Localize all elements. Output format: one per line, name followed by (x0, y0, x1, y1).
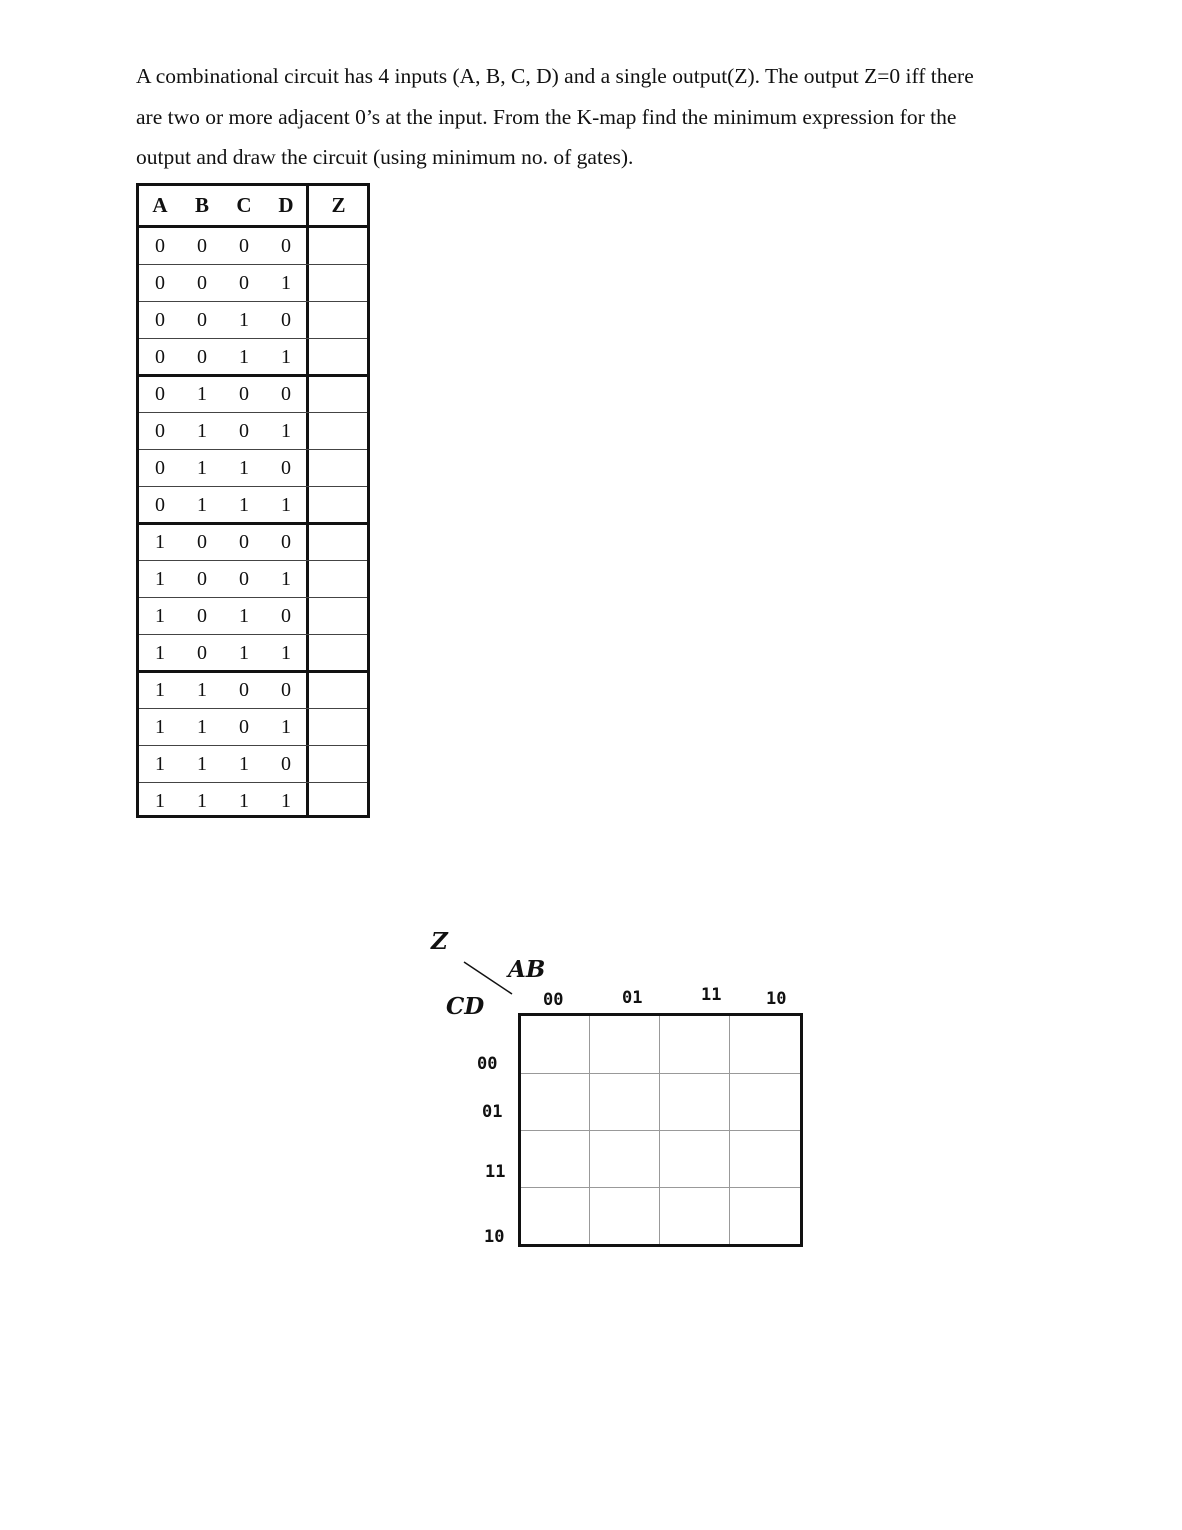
cell-c: 0 (239, 420, 249, 442)
cell-a: 1 (155, 568, 165, 590)
cell-b: 1 (197, 790, 207, 812)
cell-c: 1 (239, 642, 249, 664)
cell-d: 0 (281, 753, 291, 775)
cell-z[interactable] (310, 598, 367, 635)
cell-d: 1 (281, 642, 291, 664)
cell-d: 0 (281, 605, 291, 627)
header-z: Z (331, 193, 346, 217)
table-row (139, 376, 367, 413)
kmap-row-variables: CD (446, 993, 485, 1020)
table-row (139, 709, 367, 746)
cell-b: 1 (197, 383, 207, 405)
kmap-row-code-01: 01 (482, 1102, 503, 1122)
table-row (139, 450, 367, 487)
problem-statement (136, 56, 1056, 178)
cell-c: 1 (239, 346, 249, 368)
cell-a: 0 (155, 420, 165, 442)
cell-d: 1 (281, 272, 291, 294)
cell-b: 1 (197, 420, 207, 442)
cell-b: 1 (197, 753, 207, 775)
kmap-cell[interactable] (659, 1016, 729, 1073)
cell-z[interactable] (310, 413, 367, 450)
kmap-cell[interactable] (659, 1073, 729, 1130)
kmap-output-label: Z (431, 928, 448, 955)
cell-b: 1 (197, 494, 207, 516)
cell-c: 0 (239, 531, 249, 553)
kmap-cell[interactable] (729, 1073, 800, 1130)
cell-d: 1 (281, 420, 291, 442)
cell-a: 0 (155, 235, 165, 257)
kmap-cell[interactable] (589, 1016, 659, 1073)
header-a: A (152, 193, 168, 217)
cell-a: 0 (155, 309, 165, 331)
kmap-grid (518, 1013, 803, 1247)
kmap-cell[interactable] (521, 1073, 589, 1130)
cell-c: 1 (239, 605, 249, 627)
cell-c: 1 (239, 457, 249, 479)
kmap-cell[interactable] (729, 1187, 800, 1244)
cell-b: 1 (197, 716, 207, 738)
cell-d: 1 (281, 346, 291, 368)
truth-table (136, 183, 370, 818)
kmap-row-code-11: 11 (485, 1162, 506, 1182)
table-row (139, 672, 367, 709)
cell-c: 0 (239, 272, 249, 294)
cell-c: 0 (239, 235, 249, 257)
cell-z[interactable] (310, 709, 367, 746)
cell-b: 0 (197, 235, 207, 257)
cell-c: 0 (239, 383, 249, 405)
cell-d: 0 (281, 235, 291, 257)
table-row (139, 413, 367, 450)
kmap-cell[interactable] (521, 1016, 589, 1073)
kmap-cell[interactable] (589, 1187, 659, 1244)
cell-z[interactable] (310, 228, 367, 265)
cell-c: 1 (239, 753, 249, 775)
kmap-col-code-11: 11 (701, 985, 722, 1005)
cell-d: 0 (281, 457, 291, 479)
cell-a: 1 (155, 753, 165, 775)
table-row (139, 746, 367, 783)
table-row (139, 635, 367, 672)
table-row (139, 487, 367, 524)
cell-z[interactable] (310, 783, 367, 820)
cell-c: 1 (239, 494, 249, 516)
cell-z[interactable] (310, 635, 367, 672)
kmap-col-code-00: 00 (543, 990, 564, 1010)
truth-table-header (139, 186, 367, 228)
cell-z[interactable] (310, 339, 367, 376)
kmap-column-variables: AB (508, 956, 546, 983)
kmap-col-code-10: 10 (766, 989, 787, 1009)
kmap-cell[interactable] (729, 1016, 800, 1073)
header-d: D (278, 193, 294, 217)
cell-d: 1 (281, 568, 291, 590)
kmap-cell[interactable] (589, 1130, 659, 1187)
table-row (139, 302, 367, 339)
cell-b: 0 (197, 309, 207, 331)
cell-z[interactable] (310, 450, 367, 487)
cell-a: 1 (155, 642, 165, 664)
cell-c: 0 (239, 679, 249, 701)
cell-b: 1 (197, 457, 207, 479)
cell-b: 0 (197, 642, 207, 664)
cell-z[interactable] (310, 487, 367, 524)
cell-a: 0 (155, 272, 165, 294)
cell-a: 0 (155, 346, 165, 368)
cell-z[interactable] (310, 524, 367, 561)
cell-d: 1 (281, 494, 291, 516)
cell-z[interactable] (310, 376, 367, 413)
cell-b: 1 (197, 679, 207, 701)
table-row (139, 265, 367, 302)
cell-z[interactable] (310, 302, 367, 339)
cell-d: 0 (281, 309, 291, 331)
problem-line-1: A combinational circuit has 4 inputs (A, B, C, D) and a single output(Z). The output Z=0 iff there (136, 64, 974, 88)
cell-d: 1 (281, 790, 291, 812)
cell-c: 1 (239, 790, 249, 812)
kmap-row-code-10: 10 (484, 1227, 505, 1247)
cell-z[interactable] (310, 672, 367, 709)
kmap-row-code-00: 00 (477, 1054, 498, 1074)
problem-line-3: output and draw the circuit (using minimum no. of gates). (136, 145, 634, 169)
cell-b: 0 (197, 605, 207, 627)
cell-b: 0 (197, 568, 207, 590)
table-row (139, 783, 367, 820)
cell-a: 1 (155, 605, 165, 627)
kmap-col-code-01: 01 (622, 988, 643, 1008)
cell-d: 0 (281, 383, 291, 405)
kmap-cell[interactable] (521, 1130, 589, 1187)
table-row (139, 598, 367, 635)
table-row (139, 524, 367, 561)
kmap-cell[interactable] (589, 1073, 659, 1130)
cell-a: 1 (155, 679, 165, 701)
cell-a: 1 (155, 716, 165, 738)
problem-line-2: are two or more adjacent 0’s at the input. From the K-map find the minimum expression for the (136, 104, 957, 129)
cell-a: 0 (155, 494, 165, 516)
cell-c: 1 (239, 309, 249, 331)
cell-d: 0 (281, 679, 291, 701)
cell-z[interactable] (310, 746, 367, 783)
cell-b: 0 (197, 346, 207, 368)
kmap-cell[interactable] (521, 1187, 589, 1244)
kmap-cell[interactable] (659, 1187, 729, 1244)
table-row (139, 561, 367, 598)
header-b: B (194, 193, 209, 217)
cell-c: 0 (239, 568, 249, 590)
cell-d: 1 (281, 716, 291, 738)
cell-d: 0 (281, 531, 291, 553)
cell-z[interactable] (310, 265, 367, 302)
cell-b: 0 (197, 272, 207, 294)
table-row (139, 228, 367, 265)
cell-a: 1 (155, 790, 165, 812)
cell-b: 0 (197, 531, 207, 553)
table-row (139, 339, 367, 376)
cell-z[interactable] (310, 561, 367, 598)
cell-c: 0 (239, 716, 249, 738)
cell-a: 1 (155, 531, 165, 553)
cell-a: 0 (155, 383, 165, 405)
kmap-cell[interactable] (659, 1130, 729, 1187)
kmap-cell[interactable] (729, 1130, 800, 1187)
cell-a: 0 (155, 457, 165, 479)
header-c: C (236, 193, 252, 217)
